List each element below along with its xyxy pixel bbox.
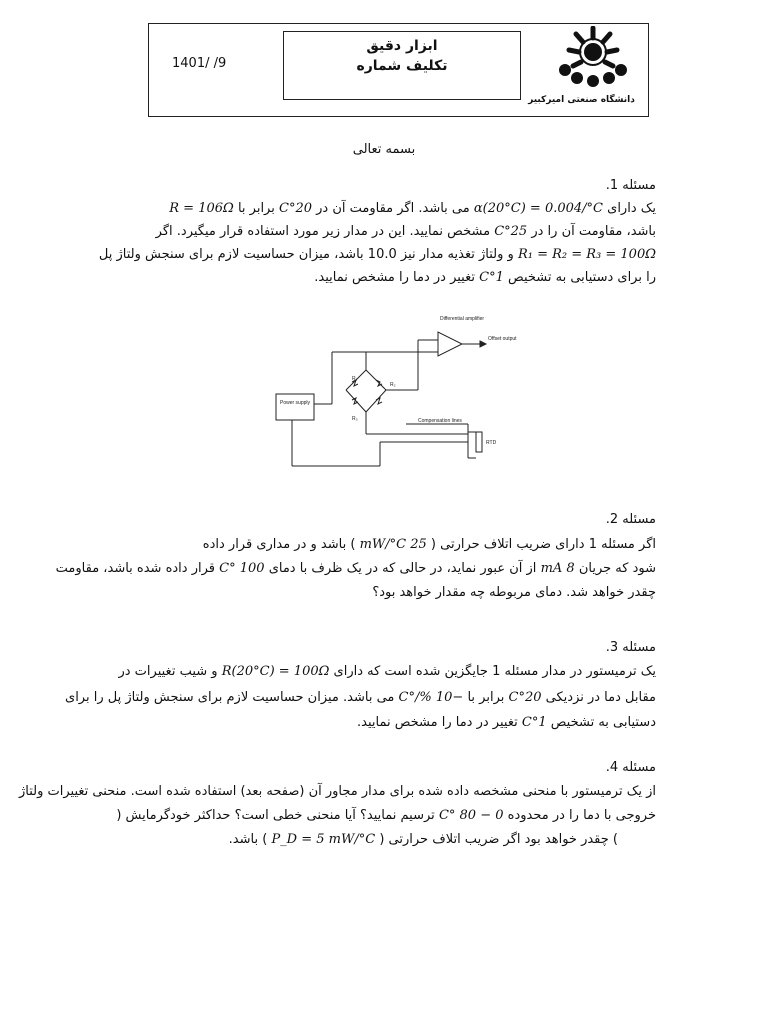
problem2-line1: اگر مسئله 1 دارای ضریب اتلاف حرارتی ( 25 mW/°C ) باشد و در مداری قرار داده <box>202 537 656 552</box>
bridge-circuit-diagram <box>268 308 518 476</box>
problem4-heading: مسئله 4. <box>605 760 656 775</box>
problem1-line2: باشد، مقاومت آن را در 25°C مشخص نمایید. این در مدار زیر مورد استفاده قرار میگیرد. اگر <box>155 224 656 239</box>
problem3-line2: مقابل دما در نزدیکی 20°C برابر با −10 %/°C می باشد. میزان حساسیت لازم برای سنجش ولتاژ پل را برای <box>65 690 656 705</box>
offset-label: Offset output <box>488 336 517 342</box>
problem2-line3: چقدر خواهد شد. دمای مربوطه چه مقدار خواهد بود؟ <box>372 585 656 600</box>
r3-label: R₃ <box>352 416 358 422</box>
bismillah: بسمه تعالی <box>352 142 416 157</box>
problem1-heading: مسئله 1. <box>605 178 656 193</box>
r1-label: R₁ <box>352 376 358 382</box>
problem1-line3: R₁ = R₂ = R₃ = 100Ω و ولتاژ تغذیه مدار نیز 10.0 باشد، میزان حساسیت لازم برای سنجش ولتاژ پل <box>98 247 656 262</box>
rtd-element <box>476 432 482 452</box>
problem1-line4: را برای دستیابی به تشخیص 1°C تغییر در دما را مشخص نمایید. <box>314 270 656 285</box>
power-supply-box <box>276 394 314 420</box>
problem3-heading: مسئله 3. <box>605 640 656 655</box>
rtd-label: RTD <box>486 440 497 446</box>
problem4-line1: از یک ترمیستور با منحنی مشخصه داده شده برای مدار مجاور آن (صفحه بعد) استفاده شده است. منحنی تغییرات ولتاژ <box>19 784 656 799</box>
r2-label: R₂ <box>390 382 396 388</box>
comp-label: Compensation lines <box>418 418 462 424</box>
assignment-title: تکلیف شماره <box>356 58 448 74</box>
problem2-heading: مسئله 2. <box>605 512 656 527</box>
diff-amp-label: Differential amplifier <box>440 316 485 322</box>
problem4-line2: خروجی با دما را در محدوده 0 − 80 °C ترسیم نمایید؟ آیا منحنی خطی است؟ حداکثر خودگرمایش ( <box>116 808 656 823</box>
date-label: 1401/ /9 <box>172 56 227 71</box>
problem4-line3: ) چقدر خواهد بود اگر ضریب اتلاف حرارتی ( P_D = 5 mW/°C ) باشد. <box>228 832 618 847</box>
university-logo-icon <box>553 26 633 96</box>
problem2-line2: شود که جریان 8 mA از آن عبور نماید، در حالی که در یک ظرف با دمای 100 °C قرار داده شده باشد، مقاومت <box>55 561 656 576</box>
problem3-line1: یک ترمیستور در مدار مسئله 1 جایگزین شده است که دارای R(20°C) = 100Ω و شیب تغییرات در <box>118 664 656 679</box>
university-name: دانشگاه صنعتی امیرکبیر <box>528 95 635 105</box>
problem3-line3: دستیابی به تشخیص 1°C تغییر در دما را مشخص نمایید. <box>357 715 656 730</box>
differential-amplifier <box>438 332 462 356</box>
course-title: ابزار دقیق <box>366 38 438 54</box>
problem1-line1: یک دارای α(20°C) = 0.004/°C می باشد. اگر مقاومت آن در 20°C برابر با R = 106Ω <box>169 201 656 216</box>
power-label: Power supply <box>280 400 311 406</box>
